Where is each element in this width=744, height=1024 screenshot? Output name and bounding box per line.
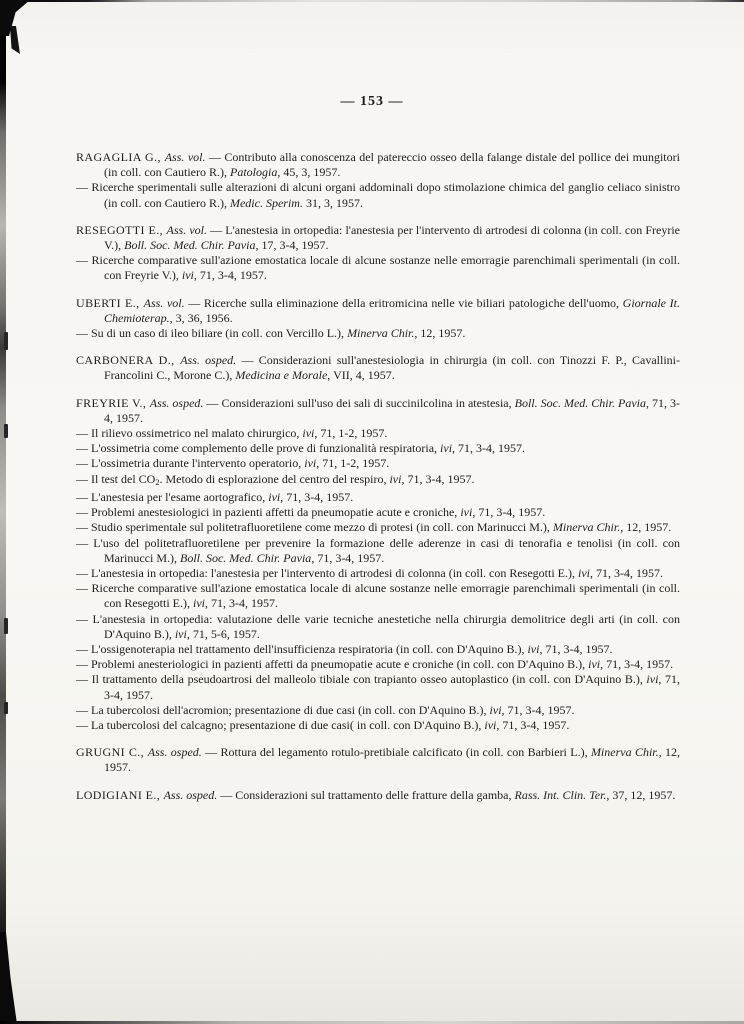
entry-text-segment: , 71, 3-4, 1957. — [280, 489, 354, 504]
entry-text-segment: ivi — [302, 426, 315, 441]
entry-text-segment: , 12, 1957. — [620, 520, 672, 535]
bibliography-entry — [76, 536, 680, 566]
bibliography-entry — [76, 642, 680, 657]
entry-text-segment: — La tubercolosi dell'acromion; presentazione di due casi (in coll. con D'Aquino B.), — [76, 702, 490, 717]
entry-text-segment: — Problemi anesteriologici in pazienti affetti da pneumopatie acute e croniche (in coll. con D'Aquino B.), — [76, 657, 589, 672]
entry-text-segment: Medic. Sperim. — [229, 195, 303, 210]
entry-text-segment: ivi — [646, 672, 659, 687]
entry-text-segment: , 71, 3-4, 1957. — [311, 550, 385, 565]
bibliography-entry — [76, 612, 680, 642]
entry-text-segment: Boll. Soc. Med. Chir. Pavia — [179, 550, 312, 565]
bibliography-entry — [76, 396, 680, 426]
entry-text-segment: — Studio sperimentale sul politetrafluoretilene come mezzo di protesi (in coll. con Marinucci M.), — [76, 520, 553, 535]
entry-text-segment: Minerva Chir. — [590, 745, 659, 760]
entry-text-segment: , 71, 3-4, 1957. — [204, 596, 278, 611]
bibliography-entry — [76, 180, 680, 210]
entry-text-segment: , 17, 3-4, 1957. — [255, 238, 329, 253]
entry-text-segment: UBERTI E., — [76, 295, 144, 310]
entry-text-segment: . Metodo di esplorazione del centro del respiro, — [159, 471, 390, 486]
bibliography-entry — [76, 441, 680, 456]
entry-text-segment: — Considerazioni sull'uso dei sali di succinilcolina in atestesia, — [203, 395, 515, 410]
entry-text-segment: Ass. osped. — [149, 395, 204, 410]
entry-text-segment: ivi — [460, 505, 473, 520]
entry-text-segment: , 71, 3-4, 1957. — [539, 641, 613, 656]
scan-blot-bottom-left — [0, 932, 17, 1024]
entry-text-segment: Boll. Soc. Med. Chir. Pavia — [124, 238, 256, 253]
entry-text-segment: Minerva Chir. — [552, 520, 621, 535]
bibliography-entry — [76, 520, 680, 535]
bibliography-entry — [76, 426, 680, 441]
entry-text-segment: — L'anestesia in ortopedia: valutazione delle varie tecniche anestetiche nella chirurgia demolitrice degli arti (in coll. con D'Aquino B.), — [76, 611, 680, 641]
entry-text-segment: — L'ossimetria come complemento delle prove di funzionalità respiratoria, — [76, 441, 441, 456]
bibliography-entry — [76, 745, 680, 775]
entry-text-segment: Ass. vol. — [164, 150, 206, 164]
entry-text-segment: — Contributo alla conoscenza del patereccio osseo della falange distale del pollice dei mungitori (in coll. con Cautiero R.), — [104, 150, 680, 180]
entry-text-segment: — Su di un caso di ileo biliare (in coll. con Vercillo L.), — [76, 326, 348, 341]
entry-text-segment: , 37, 12, 1957. — [606, 787, 676, 802]
bibliography-entry — [76, 456, 680, 471]
bibliography-entry — [76, 490, 680, 505]
entry-text-segment: — Considerazioni sull'anestesiologia in chirurgia (in coll. con Tinozzi F. P., Cavallini-Francolini C., Morone C.), — [104, 353, 680, 383]
bibliography-entry — [76, 703, 680, 718]
bibliography-entry — [76, 472, 680, 490]
entry-text-segment: ivi — [588, 657, 601, 672]
entry-text-segment: — Il trattamento della pseudoartrosi del malleolo tibiale con trapianto osseo autoplastico (in coll. con D'Aquino B.), — [76, 672, 647, 687]
bibliography-entry — [76, 788, 680, 803]
entry-text-segment: — La tubercolosi del calcagno; presentazione di due casi( in coll. con D'Aquino B.), — [76, 718, 485, 732]
entry-text-segment: , 71, 1-2, 1957. — [314, 426, 388, 441]
entry-text-segment: — Ricerche comparative sull'azione emostatica locale di alcune sostanze nelle emorragie parenchimali sperimentali (in coll. con Freyrie V.), — [76, 253, 680, 283]
entry-text-segment: — L'anestesia in ortopedia: l'anestesia per l'intervento di artrodesi di colonna (in coll. con Resegotti E.), — [76, 565, 579, 580]
entry-text-segment: GRUGNI C., — [76, 745, 148, 760]
page-number: — 153 — — [340, 94, 404, 109]
bibliography-entry — [76, 672, 680, 702]
bibliography-entry — [76, 353, 680, 383]
entry-text-segment: , 71, 3-4, 1957. — [472, 505, 546, 520]
entry-text-segment: , 71, 3-4, 1957. — [104, 672, 680, 702]
entry-text-segment: — Problemi anestesiologici in pazienti affetti da pneumopatie acute e croniche, — [76, 505, 461, 520]
entry-text-segment: — L'anestesia in ortopedia: l'anestesia per l'intervento di artrodesi di colonna (in coll. con Freyrie V.), — [104, 222, 680, 253]
entry-text-segment: , 71, 3-4, 1957. — [193, 268, 267, 283]
entry-text-segment: — Considerazioni sul trattamento delle fratture della gamba, — [217, 787, 515, 802]
entry-text-segment: ivi — [389, 471, 402, 486]
entry-text-segment: 31, 3, 1957. — [302, 195, 363, 210]
entry-text-segment: , 45, 3, 1957. — [277, 165, 341, 180]
bibliography-entry — [76, 581, 680, 611]
bibliography-entry — [76, 718, 680, 733]
entry-text-segment: ivi — [527, 641, 540, 656]
bibliography-entry — [76, 296, 680, 326]
entry-text-segment: ivi — [489, 702, 502, 717]
entry-text-segment: , 71, 3-4, 1957. — [496, 718, 570, 732]
entry-text-segment: LODIGIANI E., — [76, 787, 164, 802]
entry-text-segment: ivi — [268, 489, 281, 504]
entry-text-segment: — Ricerche sulla eliminazione della eritromicina nelle vie biliari patologiche dell'uomo, — [184, 295, 623, 310]
bibliography-entry — [76, 505, 680, 520]
entry-text-segment: , 71, 5-6, 1957. — [186, 626, 260, 641]
entry-text-segment: Giornale It. Chemioterap. — [104, 295, 680, 325]
entry-text-segment: ivi — [304, 456, 317, 471]
entry-text-segment: — Rottura del legamento rotulo-pretibiale calcificato (in coll. con Barbieri L.), — [201, 745, 591, 760]
bibliography-list — [76, 150, 680, 803]
entry-text-segment: — Il test del CO — [76, 471, 156, 486]
entry-text-segment: RESEGOTTI E., — [76, 222, 167, 237]
bibliography-entry — [76, 223, 680, 253]
entry-text-segment: — Il rilievo ossimetrico nel malato chirurgico, — [76, 426, 303, 441]
entry-text-segment: Patologia — [229, 165, 278, 180]
entry-text-segment: 2 — [155, 477, 160, 487]
entry-text-segment: , VII, 4, 1957. — [327, 368, 395, 383]
entry-text-segment: — Ricerche comparative sull'azione emostatica locale di alcune sostanze nelle emorragie parenchimali sperimentali (in coll. con Resegotti E.), — [76, 581, 680, 611]
entry-text-segment: Medicina e Morale — [235, 368, 328, 383]
entry-text-segment: , 71, 3-4, 1957. — [104, 395, 680, 425]
entry-text-segment: Ass. vol. — [166, 222, 207, 237]
entry-text-segment: Rass. Int. Clin. Ter. — [514, 787, 607, 802]
entry-text-segment: — L'uso del politetrafluoretilene per prevenire la formazione delle aderenze in casi di tenorafia e tenolisi (in coll. con Marinucci M.), — [76, 535, 680, 565]
entry-text-segment: Boll. Soc. Med. Chir. Pavia — [514, 395, 646, 410]
entry-text-segment: FREYRIE V., — [76, 395, 150, 410]
entry-text-segment: ivi — [192, 596, 205, 611]
entry-text-segment: Ass. osped. — [180, 353, 237, 368]
entry-text-segment: — L'ossimetria durante l'intervento operatorio, — [76, 456, 305, 471]
entry-text-segment: — Ricerche sperimentali sulle alterazioni di alcuni organi addominali dopo stimolazione chimica del ganglio celiaco sinistro (in coll. con Cautiero R.), — [76, 180, 680, 210]
entry-text-segment: — L'ossigenoterapia nel trattamento dell'insufficienza respiratoria (in coll. con D'Aquino B.), — [76, 641, 528, 656]
entry-text-segment: , 71, 3-4, 1957. — [401, 471, 475, 486]
entry-text-segment: ivi — [578, 565, 591, 580]
entry-text-segment: , 71, 3-4, 1957. — [600, 657, 674, 672]
bibliography-entry — [76, 150, 680, 180]
bibliography-entry — [76, 566, 680, 581]
entry-text-segment: ivi — [174, 626, 187, 641]
entry-text-segment: , 3, 36, 1956. — [169, 310, 233, 325]
bibliography-entry — [76, 657, 680, 672]
entry-text-segment: — L'anestesia per l'esame aortografico, — [76, 489, 269, 504]
entry-text-segment: , 12, 1957. — [414, 326, 466, 341]
entry-text-segment: , 71, 3-4, 1957. — [590, 565, 664, 580]
entry-text-segment: CARBONERA D., — [76, 353, 181, 368]
entry-text-segment: Ass. vol. — [143, 295, 185, 310]
entry-text-segment: Ass. osped. — [163, 787, 218, 802]
entry-text-segment: Minerva Chir. — [347, 326, 415, 341]
entry-text-segment: ivi — [181, 268, 194, 283]
entry-text-segment: , 71, 3-4, 1957. — [452, 441, 526, 456]
entry-text-segment: Ass. osped. — [147, 745, 202, 760]
entry-text-segment: , 12, 1957. — [104, 745, 680, 775]
bibliography-entry — [76, 326, 680, 341]
entry-text-segment: RAGAGLIA G., — [76, 150, 165, 164]
bibliography-entry — [76, 253, 680, 283]
entry-text-segment: ivi — [440, 441, 453, 456]
entry-text-segment: , 71, 3-4, 1957. — [501, 702, 575, 717]
entry-text-segment: ivi — [484, 718, 497, 732]
entry-text-segment: , 71, 1-2, 1957. — [316, 456, 390, 471]
